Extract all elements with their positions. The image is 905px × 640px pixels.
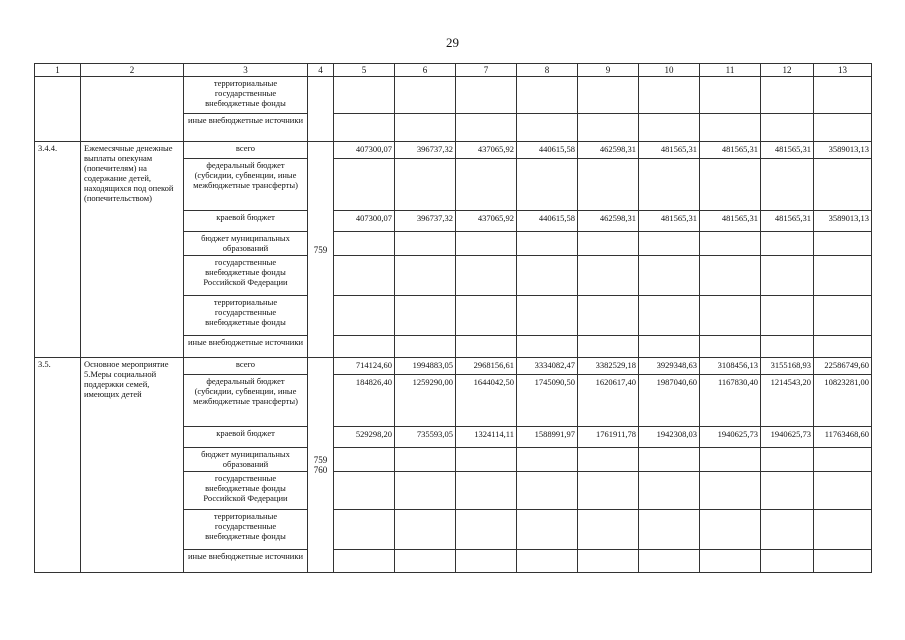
- value-cell: [700, 336, 761, 358]
- value-cell: [578, 448, 639, 472]
- value-cell: [761, 159, 814, 211]
- value-cell: [334, 448, 395, 472]
- value-cell: [700, 159, 761, 211]
- value-cell: [334, 296, 395, 336]
- value-cell: [456, 510, 517, 550]
- value-cell: [456, 448, 517, 472]
- empty-value-cell: [814, 77, 872, 114]
- empty-value-cell: [578, 114, 639, 142]
- column-header-9: 9: [578, 64, 639, 77]
- budget-code: [308, 358, 334, 573]
- value-cell: [700, 510, 761, 550]
- cont-index-cell: [35, 77, 81, 142]
- value-cell: [639, 510, 700, 550]
- value-cell: [456, 256, 517, 296]
- value-cell: [814, 510, 872, 550]
- value-cell: 10823281,00: [814, 375, 872, 427]
- value-cell: [761, 232, 814, 256]
- empty-value-cell: [517, 114, 578, 142]
- value-cell: 407300,07: [334, 211, 395, 232]
- empty-value-cell: [456, 114, 517, 142]
- value-cell: [334, 510, 395, 550]
- empty-value-cell: [761, 77, 814, 114]
- value-cell: 481565,31: [761, 211, 814, 232]
- value-cell: [814, 550, 872, 573]
- value-cell: [578, 232, 639, 256]
- empty-value-cell: [395, 114, 456, 142]
- value-cell: 1987040,60: [639, 375, 700, 427]
- empty-value-cell: [700, 77, 761, 114]
- value-cell: 3589013,13: [814, 211, 872, 232]
- column-header-8: 8: [517, 64, 578, 77]
- value-cell: [578, 472, 639, 510]
- value-cell: 481565,31: [700, 211, 761, 232]
- empty-value-cell: [395, 77, 456, 114]
- funding-source: краевой бюджет: [184, 211, 308, 232]
- value-cell: [814, 448, 872, 472]
- value-cell: 481565,31: [639, 211, 700, 232]
- value-cell: 1167830,40: [700, 375, 761, 427]
- funding-row: [35, 358, 872, 375]
- value-cell: [761, 550, 814, 573]
- value-cell: 396737,32: [395, 142, 456, 159]
- value-cell: 184826,40: [334, 375, 395, 427]
- column-header-13: 13: [814, 64, 872, 77]
- value-cell: [700, 550, 761, 573]
- value-cell: [578, 296, 639, 336]
- funding-source: государственные внебюджетные фонды Российской Федерации: [184, 256, 308, 296]
- value-cell: 440615,58: [517, 211, 578, 232]
- table-body: [35, 64, 872, 573]
- value-cell: [639, 336, 700, 358]
- value-cell: [334, 472, 395, 510]
- funding-source: территориальные государственные внебюджетные фонды: [184, 510, 308, 550]
- value-cell: [578, 336, 639, 358]
- column-header-11: 11: [700, 64, 761, 77]
- value-cell: [334, 336, 395, 358]
- value-cell: 1588991,97: [517, 427, 578, 448]
- value-cell: 11763468,60: [814, 427, 872, 448]
- value-cell: [517, 472, 578, 510]
- empty-value-cell: [517, 77, 578, 114]
- value-cell: 1761911,78: [578, 427, 639, 448]
- empty-value-cell: [761, 114, 814, 142]
- value-cell: [814, 232, 872, 256]
- value-cell: [814, 256, 872, 296]
- cont-code-cell: [308, 77, 334, 142]
- value-cell: [395, 472, 456, 510]
- value-cell: [395, 550, 456, 573]
- funding-source: федеральный бюджет (субсидии, субвенции, иные межбюджетные трансферты): [184, 159, 308, 211]
- funding-source: территориальные государственные внебюджетные фонды: [184, 296, 308, 336]
- value-cell: [395, 159, 456, 211]
- column-header-10: 10: [639, 64, 700, 77]
- page-number: 29: [446, 35, 459, 50]
- value-cell: 1994883,05: [395, 358, 456, 375]
- value-cell: [517, 232, 578, 256]
- activity-name: Основное мероприятие 5.Меры социальной поддержки семей, имеющих детей: [81, 358, 184, 573]
- value-cell: 1214543,20: [761, 375, 814, 427]
- value-cell: 22586749,60: [814, 358, 872, 375]
- value-cell: [395, 336, 456, 358]
- value-cell: 1940625,73: [761, 427, 814, 448]
- value-cell: 1324114,11: [456, 427, 517, 448]
- value-cell: [517, 550, 578, 573]
- column-header-12: 12: [761, 64, 814, 77]
- value-cell: [395, 510, 456, 550]
- column-header-5: 5: [334, 64, 395, 77]
- value-cell: 440615,58: [517, 142, 578, 159]
- value-cell: [639, 448, 700, 472]
- empty-value-cell: [456, 77, 517, 114]
- value-cell: [814, 159, 872, 211]
- value-cell: [578, 159, 639, 211]
- row-index: 3.4.4.: [35, 142, 81, 358]
- value-cell: [700, 296, 761, 336]
- value-cell: [578, 550, 639, 573]
- value-cell: [395, 296, 456, 336]
- value-cell: 1940625,73: [700, 427, 761, 448]
- empty-value-cell: [578, 77, 639, 114]
- column-header-4: 4: [308, 64, 334, 77]
- value-cell: 462598,31: [578, 142, 639, 159]
- empty-value-cell: [334, 114, 395, 142]
- value-cell: 407300,07: [334, 142, 395, 159]
- value-cell: 481565,31: [761, 142, 814, 159]
- value-cell: [700, 472, 761, 510]
- funding-source: государственные внебюджетные фонды Российской Федерации: [184, 472, 308, 510]
- value-cell: 3589013,13: [814, 142, 872, 159]
- value-cell: [456, 472, 517, 510]
- value-cell: [578, 510, 639, 550]
- value-cell: [814, 336, 872, 358]
- funding-source: федеральный бюджет (субсидии, субвенции, иные межбюджетные трансферты): [184, 375, 308, 427]
- value-cell: 529298,20: [334, 427, 395, 448]
- value-cell: [578, 256, 639, 296]
- value-cell: [700, 448, 761, 472]
- value-cell: 3334082,47: [517, 358, 578, 375]
- value-cell: [517, 336, 578, 358]
- value-cell: [639, 256, 700, 296]
- funding-source: краевой бюджет: [184, 427, 308, 448]
- value-cell: 481565,31: [639, 142, 700, 159]
- value-cell: [334, 550, 395, 573]
- value-cell: 437065,92: [456, 142, 517, 159]
- empty-value-cell: [814, 114, 872, 142]
- continuation-row: [35, 77, 872, 114]
- value-cell: 3929348,63: [639, 358, 700, 375]
- value-cell: [395, 256, 456, 296]
- value-cell: [517, 256, 578, 296]
- funding-source: иные внебюджетные источники: [184, 550, 308, 573]
- funding-source: иные внебюджетные источники: [184, 336, 308, 358]
- empty-value-cell: [334, 77, 395, 114]
- activity-name: Ежемесячные денежные выплаты опекунам (попечителям) на содержание детей, находящихся под опекой (попечительством): [81, 142, 184, 358]
- funding-source: бюджет муниципальных образований: [184, 232, 308, 256]
- funding-source: всего: [184, 142, 308, 159]
- value-cell: 2968156,61: [456, 358, 517, 375]
- value-cell: 1259290,00: [395, 375, 456, 427]
- column-header-3: 3: [184, 64, 308, 77]
- value-cell: 3108456,13: [700, 358, 761, 375]
- value-cell: [639, 232, 700, 256]
- value-cell: [814, 472, 872, 510]
- funding-source: иные внебюджетные источники: [184, 114, 308, 142]
- value-cell: [639, 472, 700, 510]
- value-cell: [395, 448, 456, 472]
- value-cell: [334, 232, 395, 256]
- row-index: 3.5.: [35, 358, 81, 573]
- budget-code: 759: [308, 142, 334, 358]
- value-cell: [814, 296, 872, 336]
- value-cell: [456, 232, 517, 256]
- column-header-7: 7: [456, 64, 517, 77]
- value-cell: [761, 448, 814, 472]
- value-cell: [761, 510, 814, 550]
- value-cell: 396737,32: [395, 211, 456, 232]
- empty-value-cell: [639, 77, 700, 114]
- funding-source: территориальные государственные внебюджетные фонды: [184, 77, 308, 114]
- value-cell: [517, 159, 578, 211]
- value-cell: [761, 296, 814, 336]
- value-cell: 1644042,50: [456, 375, 517, 427]
- value-cell: 714124,60: [334, 358, 395, 375]
- value-cell: [456, 159, 517, 211]
- cont-name-cell: [81, 77, 184, 142]
- empty-value-cell: [639, 114, 700, 142]
- column-header-6: 6: [395, 64, 456, 77]
- value-cell: [639, 159, 700, 211]
- value-cell: [456, 336, 517, 358]
- value-cell: 437065,92: [456, 211, 517, 232]
- budget-table: [34, 63, 872, 573]
- value-cell: [761, 336, 814, 358]
- funding-row: [35, 142, 872, 159]
- value-cell: 3155168,93: [761, 358, 814, 375]
- value-cell: [761, 256, 814, 296]
- value-cell: [395, 232, 456, 256]
- funding-source: бюджет муниципальных образований: [184, 448, 308, 472]
- header-row: [35, 64, 872, 77]
- value-cell: 1620617,40: [578, 375, 639, 427]
- value-cell: [761, 472, 814, 510]
- value-cell: 735593,05: [395, 427, 456, 448]
- value-cell: 462598,31: [578, 211, 639, 232]
- empty-value-cell: [700, 114, 761, 142]
- budget-code-line: 760: [313, 465, 328, 475]
- value-cell: 1942308,03: [639, 427, 700, 448]
- value-cell: [700, 256, 761, 296]
- value-cell: [456, 296, 517, 336]
- value-cell: [517, 510, 578, 550]
- value-cell: [639, 296, 700, 336]
- funding-source: всего: [184, 358, 308, 375]
- value-cell: [456, 550, 517, 573]
- column-header-2: 2: [81, 64, 184, 77]
- value-cell: [639, 550, 700, 573]
- value-cell: [700, 232, 761, 256]
- value-cell: 3382529,18: [578, 358, 639, 375]
- value-cell: [334, 256, 395, 296]
- budget-code-line: 759: [313, 455, 328, 465]
- value-cell: [517, 448, 578, 472]
- value-cell: [334, 159, 395, 211]
- column-header-1: 1: [35, 64, 81, 77]
- value-cell: 481565,31: [700, 142, 761, 159]
- value-cell: [517, 296, 578, 336]
- value-cell: 1745090,50: [517, 375, 578, 427]
